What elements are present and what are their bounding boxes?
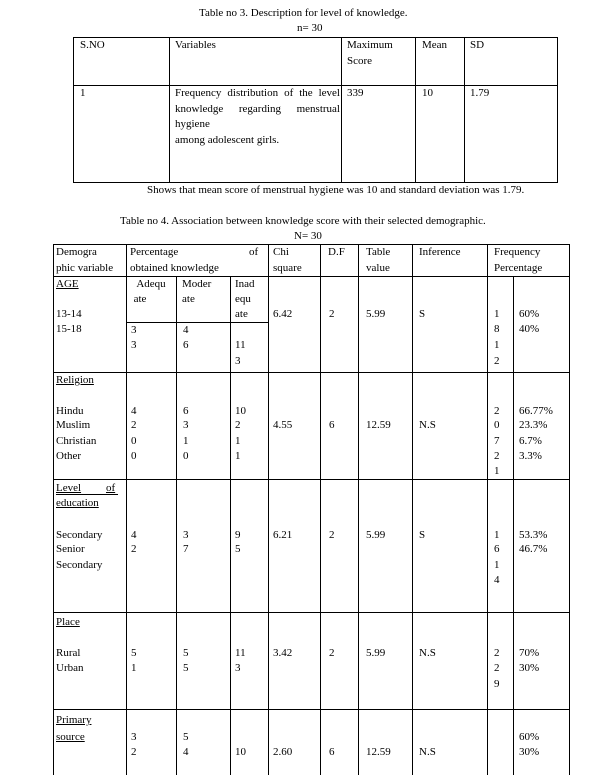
religion-inadequate-value: 1 (235, 435, 241, 447)
age-freq-digit: 1 (494, 308, 500, 320)
cell-sno: 1 (80, 87, 86, 99)
group-label-education-1b: of (106, 482, 116, 494)
education-table-value: 5.99 (366, 529, 386, 541)
religion-freq-digit: 2 (494, 450, 500, 462)
primary-source-table-value: 12.59 (366, 746, 391, 758)
education-percentage: 53.3% (519, 529, 548, 541)
religion-freq-digit: 2 (494, 405, 500, 417)
place-table-value: 5.99 (366, 647, 386, 659)
education-moderate-value: 7 (183, 543, 189, 555)
religion-inference: N.S (419, 419, 436, 431)
group-label-primary-source-2: source (56, 731, 85, 743)
group-label-place: Place (56, 616, 80, 628)
age-item: 15-18 (56, 323, 82, 335)
age-adequate-value: 3 (131, 339, 137, 351)
table4-n: N= 30 (294, 230, 322, 242)
header-sd: SD (470, 39, 485, 51)
place-moderate-value: 5 (183, 647, 189, 659)
cell-variable-line2: knowledge regarding menstrual (175, 103, 340, 115)
cell-variable-line1: Frequency distribution of the level (175, 87, 340, 99)
age-chi: 6.42 (273, 308, 293, 320)
education-freq-digit: 1 (494, 559, 500, 571)
place-item: Urban (56, 662, 84, 674)
education-inadequate-value: 5 (235, 543, 241, 555)
education-item: Senior (56, 543, 85, 555)
table3-caption: Shows that mean score of menstrual hygiene was 10 and standard deviation was 1.79. (147, 184, 525, 196)
place-freq-digit: 2 (494, 662, 500, 674)
education-adequate-value: 2 (131, 543, 137, 555)
header-frequency-1: Frequency (494, 246, 541, 258)
education-freq-digit: 6 (494, 543, 500, 555)
religion-moderate-value: 3 (183, 419, 189, 431)
primary-source-inadequate-value: 10 (235, 746, 246, 758)
education-percentage: 46.7% (519, 543, 548, 555)
place-chi: 3.42 (273, 647, 293, 659)
education-item: Secondary (56, 559, 103, 571)
place-moderate-value: 5 (183, 662, 189, 674)
religion-adequate-value: 0 (131, 450, 137, 462)
group-label-education-2: education (56, 497, 99, 509)
header-percentage-1a: Percentage (130, 246, 179, 258)
group-label-age: AGE (56, 278, 79, 290)
subheader-inadequate-1: Inad (235, 278, 255, 290)
education-freq-digit: 4 (494, 574, 500, 586)
cell-mean: 10 (422, 87, 433, 99)
place-percentage: 30% (519, 662, 540, 674)
header-table-value-1: Table (366, 246, 391, 258)
religion-percentage: 6.7% (519, 435, 542, 447)
subheader-inadequate-2: equ (235, 293, 251, 305)
place-inadequate-value: 3 (235, 662, 241, 674)
age-inadequate-value: 3 (235, 355, 241, 367)
place-df: 2 (329, 647, 335, 659)
table4-title: Table no 4. Association between knowledge score with their selected demographic. (120, 215, 486, 227)
group-label-education-1a: Level (56, 482, 82, 494)
primary-source-percentage: 30% (519, 746, 540, 758)
place-inadequate-value: 11 (235, 647, 246, 659)
religion-inadequate-value: 10 (235, 405, 246, 417)
header-inference: Inference (419, 246, 461, 258)
subheader-adequate-1: Adequ (136, 278, 166, 290)
age-item: 13-14 (56, 308, 82, 320)
religion-percentage: 3.3% (519, 450, 542, 462)
subheader-adequate-2: ate (133, 293, 147, 305)
education-adequate-value: 4 (131, 529, 137, 541)
header-maximum: Maximum (347, 39, 393, 51)
header-percentage-2: obtained knowledge (130, 262, 219, 274)
religion-chi: 4.55 (273, 419, 293, 431)
primary-source-moderate-value: 5 (183, 731, 189, 743)
group-label-primary-source-1: Primary (56, 714, 92, 726)
place-inference: N.S (419, 647, 436, 659)
religion-item: Other (56, 450, 82, 462)
table3-n: n= 30 (297, 22, 323, 34)
cell-max: 339 (347, 87, 364, 99)
religion-moderate-value: 0 (183, 450, 189, 462)
primary-source-df: 6 (329, 746, 335, 758)
primary-source-adequate-value: 2 (131, 746, 137, 758)
header-table-value-2: value (366, 262, 390, 274)
age-inference: S (419, 308, 426, 320)
education-moderate-value: 3 (183, 529, 189, 541)
education-chi: 6.21 (273, 529, 293, 541)
cell-variable-line4: among adolescent girls. (175, 134, 280, 146)
age-adequate-value: 3 (131, 324, 137, 336)
religion-moderate-value: 1 (183, 435, 189, 447)
header-variables: Variables (175, 39, 216, 51)
place-adequate-value: 1 (131, 662, 137, 674)
subheader-moderate-2: ate (182, 293, 195, 305)
education-inference: S (419, 529, 426, 541)
header-score: Score (347, 55, 373, 67)
religion-item: Christian (56, 435, 97, 447)
subheader-inadequate-3: ate (235, 308, 248, 320)
religion-inadequate-value: 2 (235, 419, 241, 431)
religion-freq-digit: 0 (494, 419, 500, 431)
religion-adequate-value: 2 (131, 419, 137, 431)
header-percentage-1b: of (249, 246, 259, 258)
age-percentage: 40% (519, 323, 540, 335)
religion-table-value: 12.59 (366, 419, 391, 431)
religion-item: Hindu (56, 405, 84, 417)
place-item: Rural (56, 647, 81, 659)
religion-adequate-value: 0 (131, 435, 137, 447)
primary-source-percentage: 60% (519, 731, 540, 743)
religion-freq-digit: 7 (494, 435, 500, 447)
header-chi-1: Chi (273, 246, 289, 258)
header-frequency-2: Percentage (494, 262, 543, 274)
age-df: 2 (329, 308, 335, 320)
age-freq-digit: 8 (494, 323, 500, 335)
table3-title: Table no 3. Description for level of knowledge. (199, 7, 408, 19)
header-chi-2: square (273, 262, 302, 274)
primary-source-moderate-value: 4 (183, 746, 189, 758)
place-freq-digit: 2 (494, 647, 500, 659)
age-table-value: 5.99 (366, 308, 386, 320)
header-sno: S.NO (80, 39, 105, 51)
subheader-moderate-1: Moder (182, 278, 212, 290)
education-freq-digit: 1 (494, 529, 500, 541)
religion-df: 6 (329, 419, 335, 431)
cell-variable-line3: hygiene (175, 118, 210, 130)
primary-source-adequate-value: 3 (131, 731, 137, 743)
age-inadequate-value: 11 (235, 339, 246, 351)
religion-inadequate-value: 1 (235, 450, 241, 462)
group-label-religion: Religion (56, 374, 94, 386)
place-adequate-value: 5 (131, 647, 137, 659)
religion-percentage: 23.3% (519, 419, 548, 431)
header-demographic-2: phic variable (56, 262, 114, 274)
age-moderate-value: 4 (183, 324, 189, 336)
education-item: Secondary (56, 529, 103, 541)
header-mean: Mean (422, 39, 448, 51)
header-demographic-1: Demogra (56, 246, 97, 258)
age-moderate-value: 6 (183, 339, 189, 351)
religion-percentage: 66.77% (519, 405, 553, 417)
place-percentage: 70% (519, 647, 540, 659)
header-df: D.F (328, 246, 345, 258)
religion-moderate-value: 6 (183, 405, 189, 417)
cell-sd: 1.79 (470, 87, 490, 99)
education-inadequate-value: 9 (235, 529, 241, 541)
religion-adequate-value: 4 (131, 405, 137, 417)
age-percentage: 60% (519, 308, 540, 320)
education-df: 2 (329, 529, 335, 541)
primary-source-inference: N.S (419, 746, 436, 758)
religion-item: Muslim (56, 419, 91, 431)
place-freq-digit: 9 (494, 678, 500, 690)
age-freq-digit: 2 (494, 355, 500, 367)
primary-source-chi: 2.60 (273, 746, 293, 758)
age-freq-digit: 1 (494, 339, 500, 351)
religion-freq-digit: 1 (494, 465, 500, 477)
